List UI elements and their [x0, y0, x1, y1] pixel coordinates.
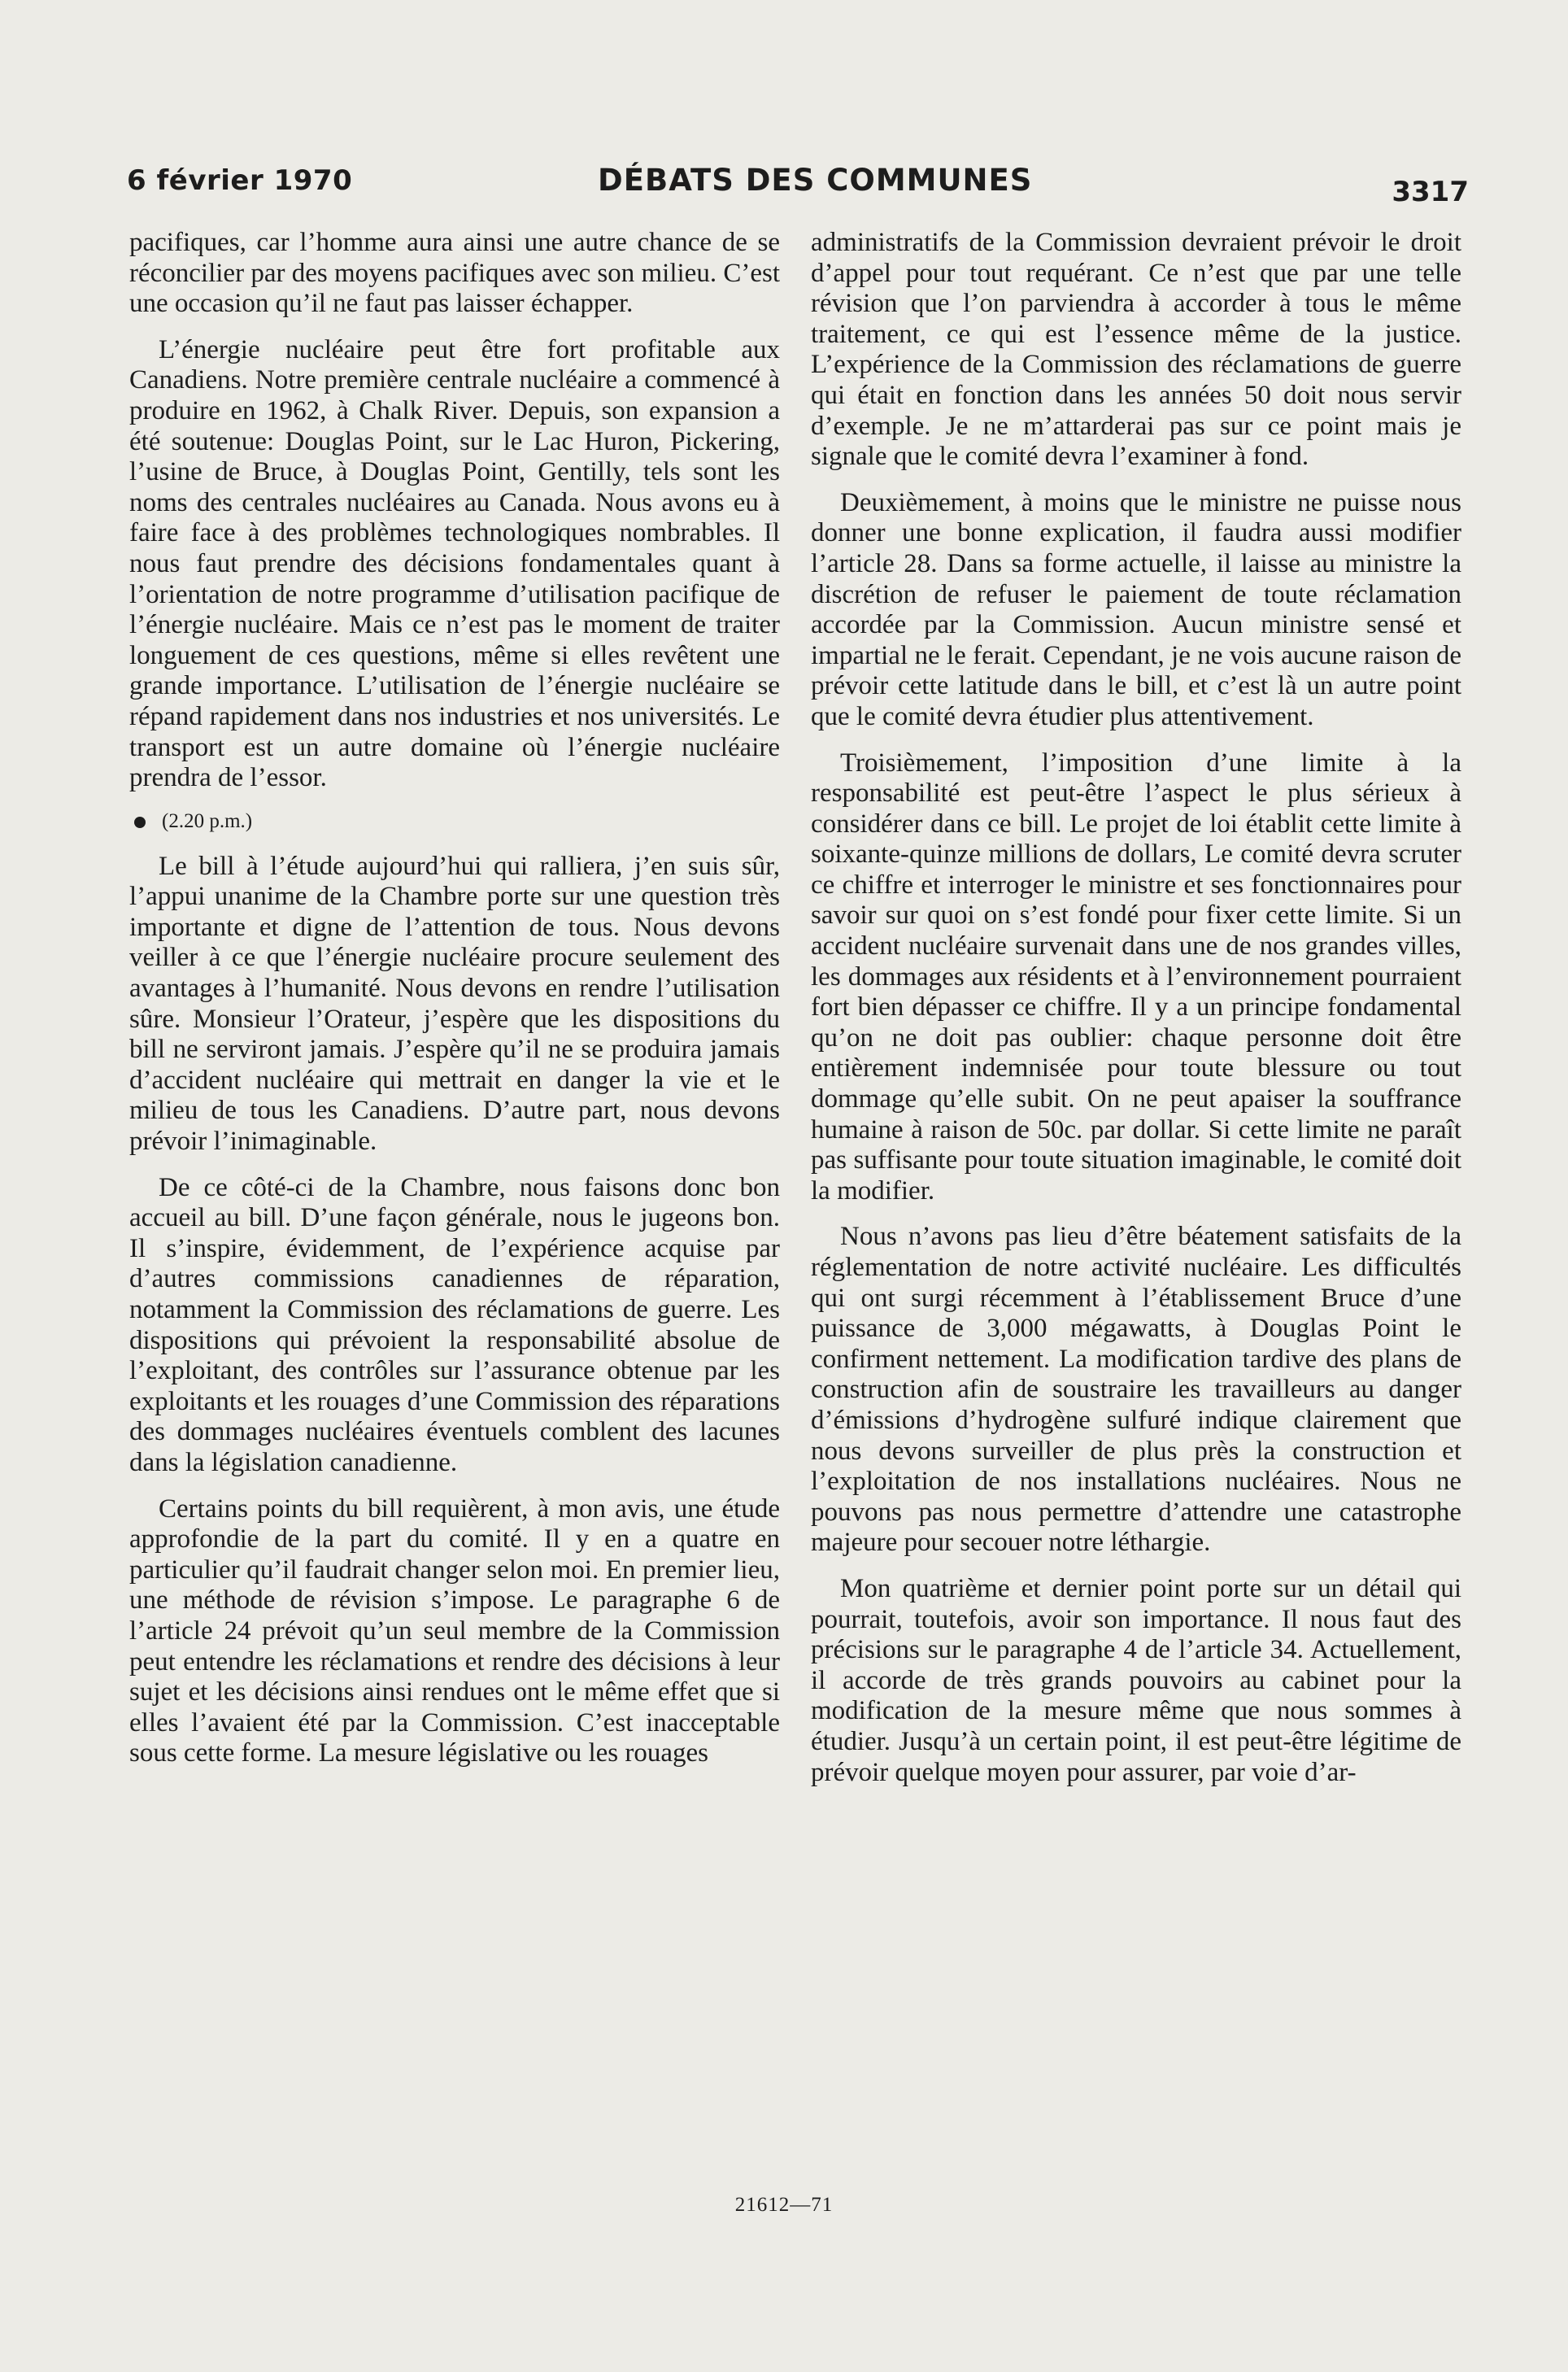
header-date: 6 février 1970	[127, 164, 353, 197]
paragraph: Certains points du bill requièrent, à mon avis, une étude approfondie de la part du comité. Il y en a quatre en particulier qu’il faudrait changer selon moi. En premier lieu, une méthode de révision s’impose. Le paragraphe 6 de l’article 24 prévoit qu’un seul membre de la Commission peut entendre les réclamations et rendre des décisions à leur sujet et les décisions ainsi rendues ont le même effet que si elles l’avaient été par la Commission. C’est inacceptable sous cette forme. La mesure législative ou les rouages	[129, 1493, 780, 1768]
paragraph: L’énergie nucléaire peut être fort profitable aux Canadiens. Notre première centrale nucléaire a commencé à produire en 1962, à Chalk River. Depuis, son expansion a été soutenue: Douglas Point, sur le Lac Huron, Pickering, l’usine de Bruce, à Douglas Point, Gentilly, tels sont les noms des centrales nucléaires au Canada. Nous avons eu à faire face à des problèmes technologiques nombrables. Il nous faut prendre des décisions fondamentales quant à l’orientation de notre programme d’utilisation pacifique de l’énergie nucléaire. Mais ce n’est pas le moment de traiter longuement de ces questions, même si elles revêtent une grande importance. L’utilisation de l’énergie nucléaire se répand rapidement dans nos industries et nos universités. Le transport est un autre domaine où l’énergie nucléaire prendra de l’essor.	[129, 334, 780, 793]
paragraph: Mon quatrième et dernier point porte sur un détail qui pourrait, toutefois, avoir son importance. Il nous faut des précisions sur le paragraphe 4 de l’article 34. Actuellement, il accorde de très grands pouvoirs au cabinet pour la modification de la mesure même que nous sommes à étudier. Jusqu’à un certain point, il est peut-être légitime de prévoir quelque moyen pour assurer, par voie d’ar-	[811, 1573, 1461, 1787]
time-marker-text: (2.20 p.m.)	[162, 809, 253, 832]
page-header	[127, 159, 1469, 208]
bullet-icon	[134, 817, 146, 828]
left-column	[129, 228, 780, 1769]
printer-signature: 21612—71	[734, 2194, 834, 2216]
paragraph: pacifiques, car l’homme aura ainsi une autre chance de se réconcilier par des moyens pacifiques avec son milieu. C’est une occasion qu’il ne faut pas laisser échapper.	[129, 228, 780, 319]
paragraph: Deuxièmement, à moins que le ministre ne puisse nous donner une bonne explication, il faudra aussi modifier l’article 28. Dans sa forme actuelle, il laisse au ministre la discrétion de refuser le paiement de toute réclamation accordée par la Commission. Aucun ministre sensé et impartial ne le ferait. Cependant, je ne vois aucune raison de prévoir cette latitude dans le bill, et c’est là un autre point que le comité devra étudier plus attentivement.	[811, 487, 1461, 731]
paragraph: Le bill à l’étude aujourd’hui qui ralliera, j’en suis sûr, l’appui unanime de la Chambre porte sur une question très importante et digne de l’attention de tous. Nous devons veiller à ce que l’énergie nucléaire procure seulement des avantages à l’humanité. Nous devons en rendre l’utilisation sûre. Monsieur l’Orateur, j’espère que les dispositions du bill ne serviront jamais. J’espère qu’il ne se produira jamais d’accident nucléaire qui mettrait en danger la vie et le milieu de tous les Canadiens. D’autre part, nous devons prévoir l’inimaginable.	[129, 851, 780, 1157]
paragraph: administratifs de la Commission devraient prévoir le droit d’appel pour tout requérant. Ce n’est que par une telle révision que l’on parviendra à accorder à tous le même traitement, ce qui est l’essence même de la justice. L’expérience de la Commission des réclamations de guerre qui était en fonction dans les années 50 doit nous servir d’exemple. Je ne m’attarderai pas sur ce point mais je signale que le comité devra l’examiner à fond.	[811, 228, 1461, 472]
paragraph: De ce côté-ci de la Chambre, nous faisons donc bon accueil au bill. D’une façon générale, nous le jugeons bon. Il s’inspire, évidemment, de l’expérience acquise par d’autres commissions canadiennes de réparation, notamment la Commission des réclamations de guerre. Les dispositions qui prévoient la responsabilité absolue de l’exploitant, des contrôles sur l’assurance obtenue par les exploitants et les rouages d’une Commission des réparations des dommages nucléaires éventuels comblent des lacunes dans la législation canadienne.	[129, 1172, 780, 1477]
paragraph: Troisièmement, l’imposition d’une limite à la responsabilité est peut-être l’aspect le plus sérieux à considérer dans ce bill. Le projet de loi établit cette limite à soixante-quinze millions de dollars, Le comité devra scruter ce chiffre et interroger le ministre et ses fonctionnaires pour savoir sur quoi on s’est fondé pour fixer cette limite. Si un accident nucléaire survenait dans une de nos grandes villes, les dommages aux résidents et à l’environnement pourraient fort bien dépasser ce chiffre. Il y a un principe fondamental qu’on ne doit pas oublier: chaque personne doit être entièrement indemnisée pour toute blessure ou tout dommage qu’elle subit. On ne peut apaiser la souffrance humaine à raison de 50c. par dollar. Si cette limite ne paraît pas suffisante pour toute situation imaginable, le comité doit la modifier.	[811, 748, 1461, 1206]
header-title: DÉBATS DES COMMUNES	[598, 163, 1033, 198]
right-column	[811, 228, 1461, 1788]
page-number: 3317	[1392, 176, 1469, 208]
time-marker	[129, 809, 780, 834]
paragraph: Nous n’avons pas lieu d’être béatement satisfaits de la réglementation de notre activité nucléaire. Les difficultés qui ont surgi récemment à l’établissement Bruce d’une puissance de 3,000 mégawatts, à Douglas Point le confirment nettement. La modification tardive des plans de construction afin de soustraire les travailleurs au danger d’émissions d’hydrogène sulfuré indique clairement que nous devons surveiller de plus près la construction et l’exploitation de nos installations nucléaires. Nous ne pouvons pas nous permettre d’attendre une catastrophe majeure pour secouer notre léthargie.	[811, 1222, 1461, 1558]
